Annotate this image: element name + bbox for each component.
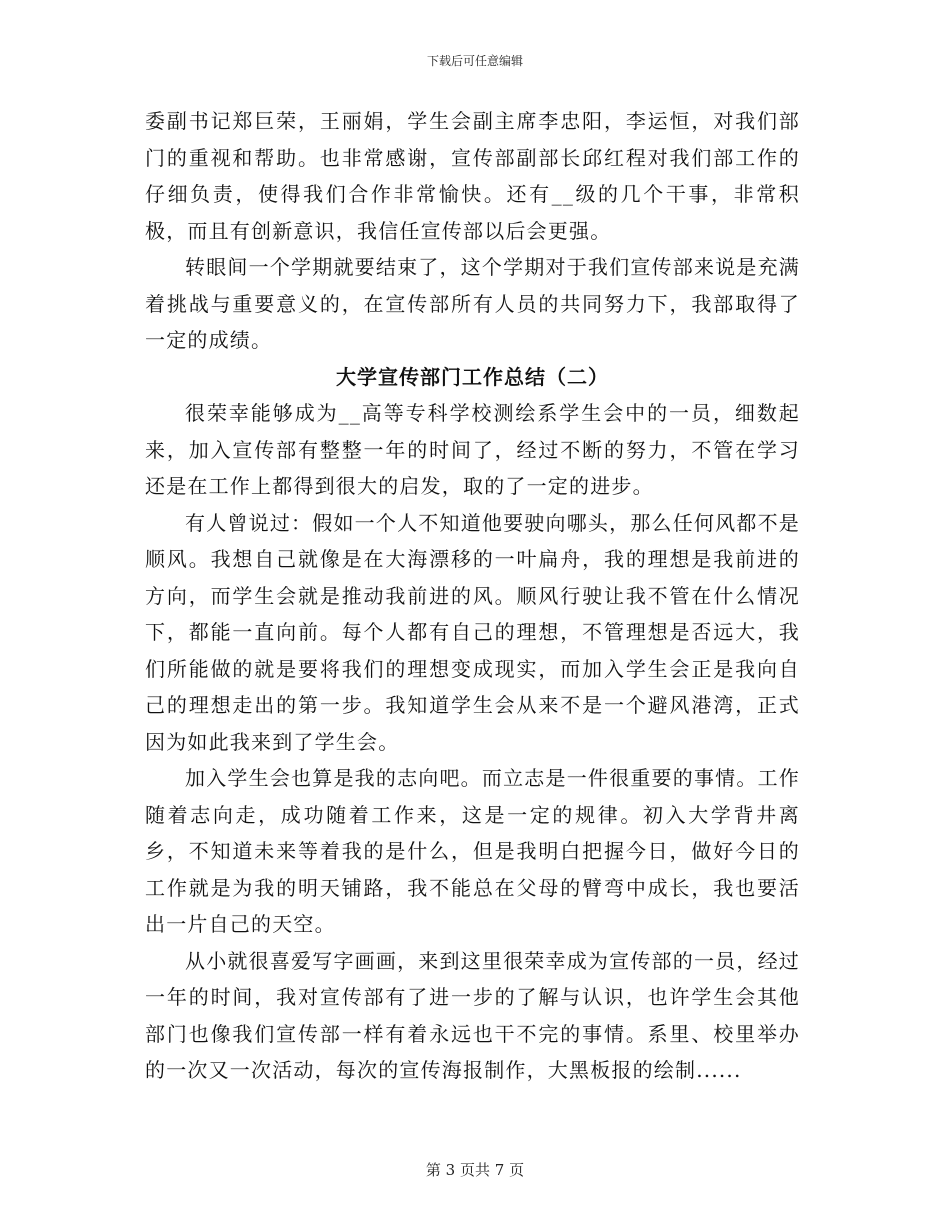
paragraph-semester-summary: 转眼间一个学期就要结束了，这个学期对于我们宣传部来说是充满着挑战与重要意义的，在宣传部所有人员的共同努力下，我部取得了一定的成绩。 bbox=[145, 255, 800, 352]
paragraph-publicity-work: 从小就很喜爱写字画画，来到这里很荣幸成为宣传部的一员，经过一年的时间，我对宣传部有了进一步的了解与认识，也许学生会其他部门也像我们宣传部一样有着永远也干不完的事情。系里、校里举办的一次又一次活动，每次的宣传海报制作，大黑板报的绘制...... bbox=[145, 948, 800, 1082]
paragraph-intro: 很荣幸能够成为__高等专科学校测绘系学生会中的一员，细数起来，加入宣传部有整整一年的时间了，经过不断的努力，不管在学习还是在工作上都得到很大的启发，取的了一定的进步。 bbox=[145, 401, 800, 498]
page-number: 第 3 页共 7 页 bbox=[425, 1161, 525, 1179]
page-header: 下载后可任意编辑 bbox=[426, 54, 523, 68]
paragraph-ideals: 有人曾说过：假如一个人不知道他要驶向哪头，那么任何风都不是顺风。我想自己就像是在大海漂移的一叶扁舟，我的理想是我前进的方向，而学生会就是推动我前进的风。顺风行驶让我不管在什么情况下，都能一直向前。每个人都有自己的理想，不管理想是否远大，我们所能做的就是要将我们的理想变成现实，而加入学生会正是我向自己的理想走出的第一步。我知道学生会从来不是一个避风港湾，正式因为如此我来到了学生会。 bbox=[145, 510, 800, 754]
paragraph-acknowledgements: 委副书记郑巨荣，王丽娟，学生会副主席李忠阳，李运恒，对我们部门的重视和帮助。也非常感谢，宣传部副部长邱红程对我们部工作的仔细负责，使得我们合作非常愉快。还有__级的几个干事，非常积极，而且有创新意识，我信任宣传部以后会更强。 bbox=[145, 109, 800, 243]
paragraph-aspiration: 加入学生会也算是我的志向吧。而立志是一件很重要的事情。工作随着志向走，成功随着工作来，这是一定的规律。初入大学背井离乡，不知道未来等着我的是什么，但是我明白把握今日，做好今日的工作就是为我的明天铺路，我不能总在父母的臂弯中成长，我也要活出一片自己的天空。 bbox=[145, 766, 800, 936]
section-heading: 大学宣传部门工作总结（二） bbox=[336, 364, 609, 389]
document-body bbox=[145, 103, 800, 1089]
